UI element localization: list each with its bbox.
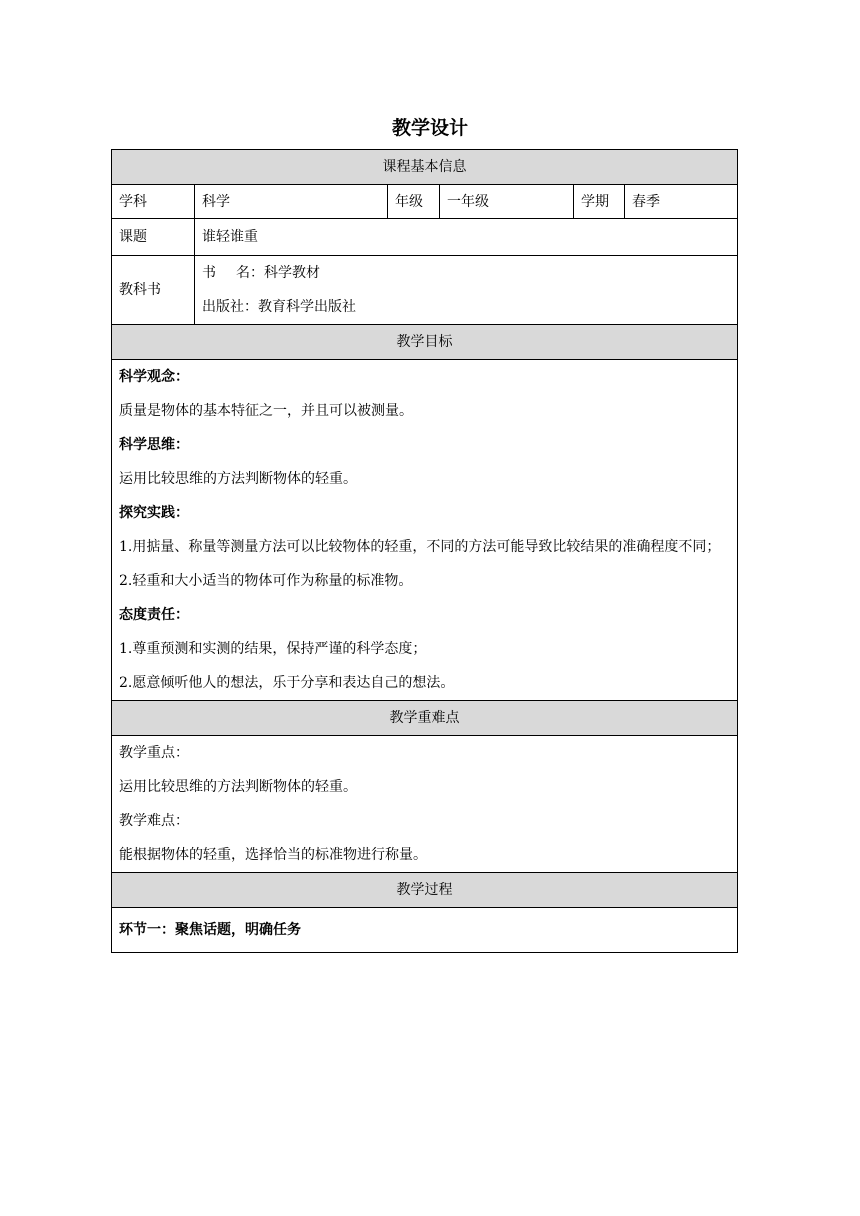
grade-label: 年级 bbox=[388, 185, 440, 219]
term-value: 春季 bbox=[625, 185, 738, 219]
thinking-heading: 科学思维： bbox=[119, 437, 189, 453]
section-title: 教学重难点 bbox=[112, 701, 738, 736]
section-title: 教学目标 bbox=[112, 325, 738, 360]
concept-text: 质量是物体的基本特征之一，并且可以被测量。 bbox=[119, 403, 413, 419]
topic-label: 课题 bbox=[112, 219, 195, 256]
section-header-basic-info bbox=[112, 150, 738, 185]
lesson-design-table bbox=[111, 149, 738, 953]
practice-item-1: 1.用掂量、称量等测量方法可以比较物体的轻重，不同的方法可能导致比较结果的准确程度不同； bbox=[119, 539, 721, 555]
grade-value: 一年级 bbox=[440, 185, 574, 219]
concept-heading: 科学观念： bbox=[119, 369, 189, 385]
topic-value: 谁轻谁重 bbox=[195, 219, 738, 256]
key-points-content bbox=[112, 736, 738, 873]
publisher-name: 教育科学出版社 bbox=[258, 299, 356, 315]
attitude-item-2: 2.愿意倾听他人的想法，乐于分享和表达自己的想法。 bbox=[119, 675, 455, 691]
focus-label: 教学重点： bbox=[119, 745, 189, 761]
section-title: 教学过程 bbox=[112, 873, 738, 908]
process-content bbox=[112, 908, 738, 953]
page-title: 教学设计 bbox=[391, 117, 468, 139]
textbook-name: 科学教材 bbox=[264, 265, 320, 281]
info-row-topic bbox=[112, 219, 738, 256]
practice-heading: 探究实践： bbox=[119, 505, 189, 521]
subject-label: 学科 bbox=[112, 185, 195, 219]
section-title: 课程基本信息 bbox=[112, 150, 738, 185]
textbook-name-line: 书 名：科学教材 bbox=[202, 265, 320, 281]
difficulty-text: 能根据物体的轻重，选择恰当的标准物进行称量。 bbox=[119, 847, 427, 863]
publisher-line: 出版社：教育科学出版社 bbox=[202, 299, 356, 315]
section-header-objectives bbox=[112, 325, 738, 360]
textbook-label: 教科书 bbox=[112, 256, 195, 325]
section-header-key-points bbox=[112, 701, 738, 736]
subject-value: 科学 bbox=[195, 185, 388, 219]
difficulty-label: 教学难点： bbox=[119, 813, 189, 829]
info-row-subject bbox=[112, 185, 738, 219]
objectives-content bbox=[112, 360, 738, 701]
focus-text: 运用比较思维的方法判断物体的轻重。 bbox=[119, 779, 357, 795]
practice-item-2: 2.轻重和大小适当的物体可作为称量的标准物。 bbox=[119, 573, 413, 589]
section-header-process bbox=[112, 873, 738, 908]
attitude-heading: 态度责任： bbox=[119, 607, 189, 623]
info-row-textbook bbox=[112, 256, 738, 325]
process-step-1: 环节一：聚焦话题，明确任务 bbox=[119, 922, 301, 938]
attitude-item-1: 1.尊重预测和实测的结果，保持严谨的科学态度； bbox=[119, 641, 427, 657]
term-label: 学期 bbox=[574, 185, 625, 219]
thinking-text: 运用比较思维的方法判断物体的轻重。 bbox=[119, 471, 357, 487]
textbook-details bbox=[195, 256, 738, 325]
